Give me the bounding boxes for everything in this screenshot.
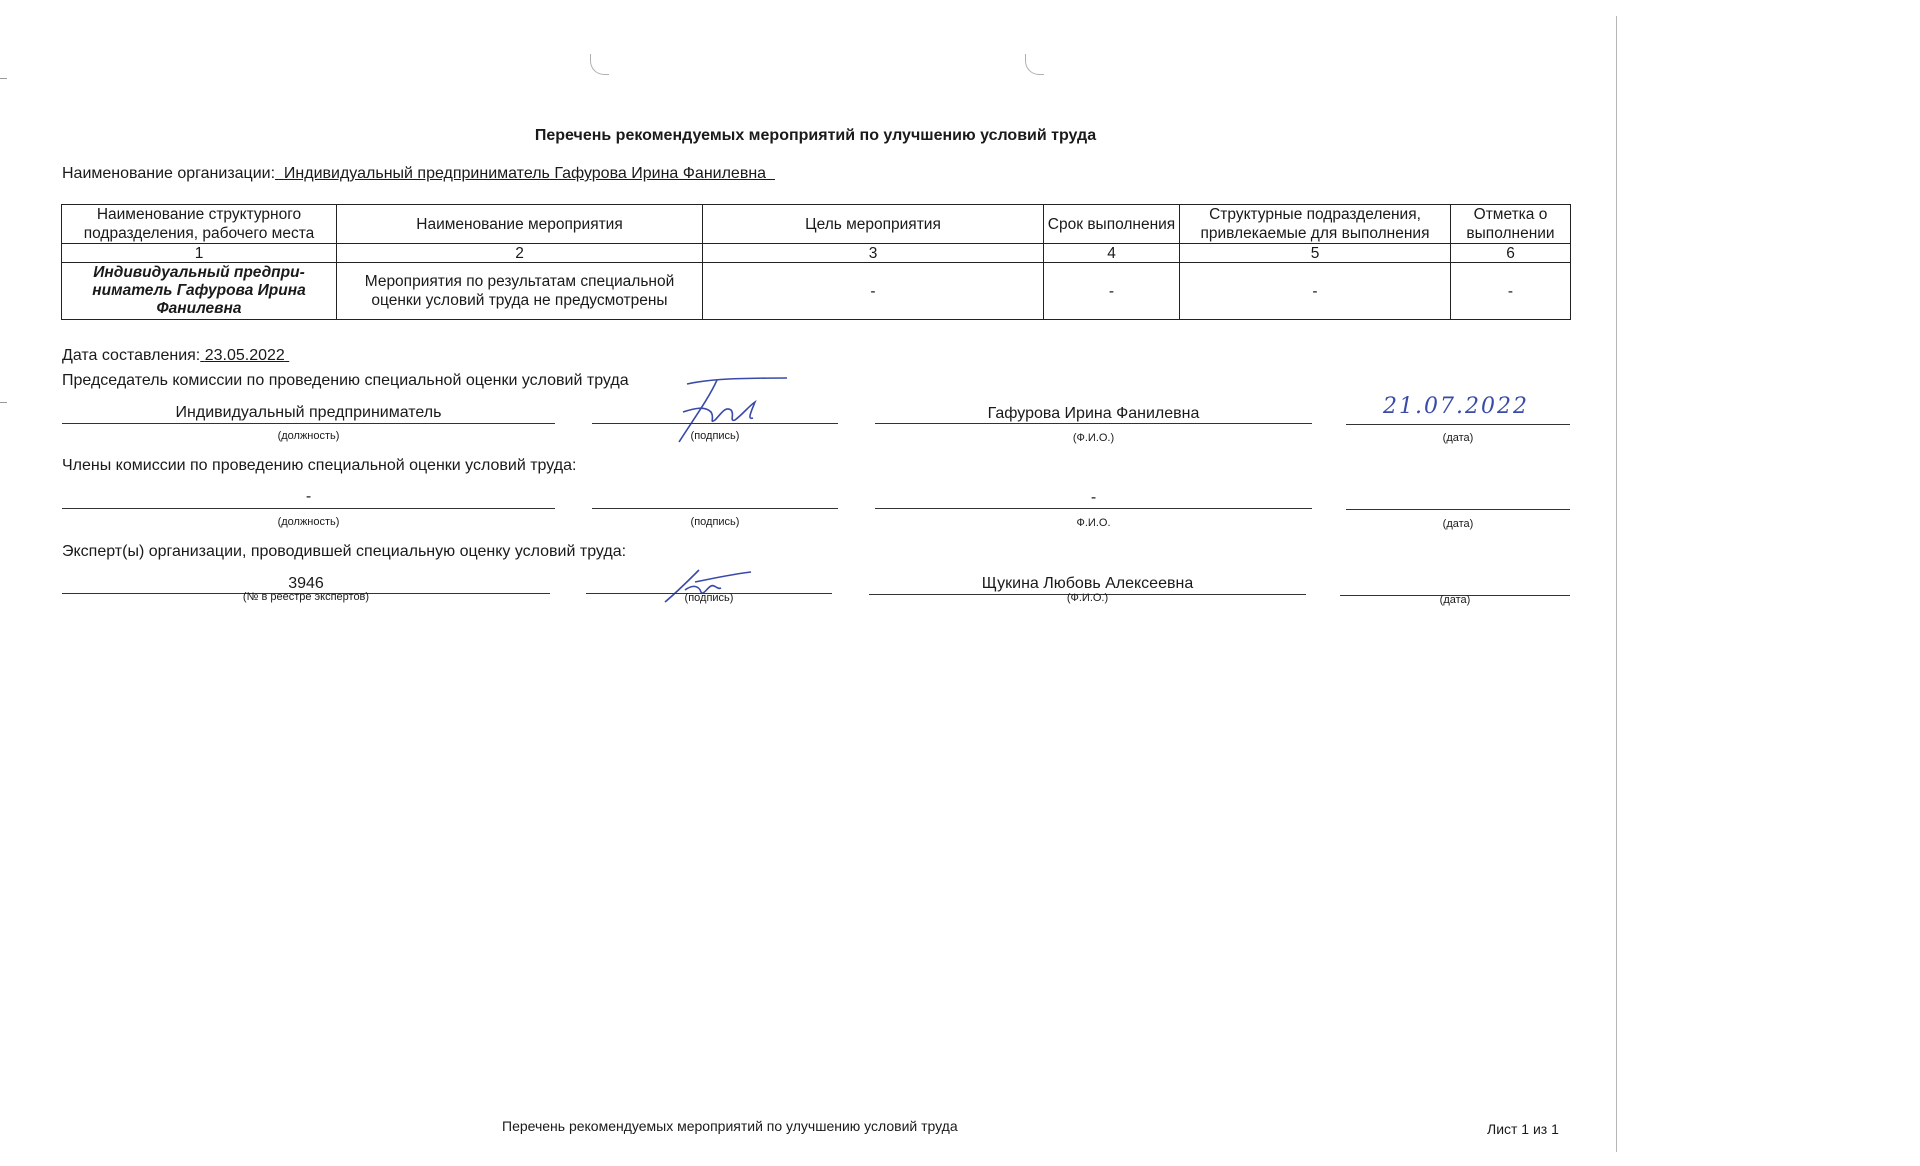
member-date-line (1346, 509, 1570, 510)
column-number: 5 (1180, 244, 1451, 263)
table-row (62, 263, 1571, 320)
chairman-full-name: Гафурова Ирина Фанилевна (987, 405, 1200, 422)
chairman-position-line (62, 423, 555, 424)
scan-page-edge (1616, 16, 1617, 1152)
chairman-signature-caption: (подпись) (690, 430, 740, 442)
workplace-cell: Индивидуальный предпри-ниматель Гафурова Ирина Фанилевна (62, 263, 337, 320)
column-header: Структурные подразделения, привлекаемые для выполнения (1180, 205, 1451, 244)
expert-full-name: Щукина Любовь Алексеевна (981, 575, 1194, 592)
experts-heading: Эксперт(ы) организации, проводившей специальную оценку условий труда: (62, 543, 627, 560)
measures-table (61, 204, 1571, 320)
goal-cell: - (703, 263, 1044, 320)
organization-name: Индивидуальный предприниматель Гафурова Ирина Фанилевна (283, 165, 767, 182)
member-full-name: - (1090, 489, 1097, 506)
member-signature-line (592, 508, 838, 509)
expert-registry-number: 3946 (288, 575, 324, 592)
member-position-caption: (должность) (277, 516, 340, 528)
members-heading: Члены комиссии по проведению специальной оценки условий труда: (62, 457, 577, 474)
chairman-date-caption: (дата) (1442, 432, 1474, 444)
member-signature-caption: (подпись) (690, 516, 740, 528)
column-number-row (62, 244, 1571, 263)
edge-tick-mark (0, 78, 7, 79)
chairman-signature-line (592, 423, 838, 424)
member-position-line (62, 508, 555, 509)
measure-cell: Мероприятия по результатам специальной оценки условий труда не предусмотрены (337, 263, 703, 320)
organization-line (62, 165, 775, 183)
member-date-caption: (дата) (1442, 518, 1474, 530)
column-number: 1 (62, 244, 337, 263)
column-header: Отметка о выполнении (1451, 205, 1571, 244)
footer-title: Перечень рекомендуемых мероприятий по улучшению условий труда (502, 1118, 958, 1134)
chairman-date: 21.07.2022 (1383, 394, 1529, 419)
expert-registry-caption: (№ в реестре экспертов) (242, 591, 370, 603)
column-number: 4 (1044, 244, 1180, 263)
column-header: Наименование мероприятия (337, 205, 703, 244)
expert-name-caption: (Ф.И.О.) (1066, 592, 1109, 604)
table-header-row (62, 205, 1571, 244)
compiled-date-value: 23.05.2022 (204, 347, 285, 364)
compiled-date-label: Дата составления: (62, 347, 201, 364)
chairman-name-line (875, 423, 1312, 424)
chairman-position-caption: (должность) (277, 430, 340, 442)
completion-mark-cell: - (1451, 263, 1571, 320)
column-number: 2 (337, 244, 703, 263)
punch-hole-mark (590, 54, 609, 75)
deadline-cell: - (1044, 263, 1180, 320)
expert-signature-caption: (подпись) (684, 592, 734, 604)
member-position: - (305, 488, 312, 505)
column-header: Цель мероприятия (703, 205, 1044, 244)
edge-tick-mark (0, 402, 7, 403)
column-header: Наименование структурного подразделения, рабочего места (62, 205, 337, 244)
document-title: Перечень рекомендуемых мероприятий по улучшению условий труда (534, 127, 1097, 144)
member-name-line (875, 508, 1312, 509)
departments-cell: - (1180, 263, 1451, 320)
sheet-number: Лист 1 из 1 (1487, 1121, 1559, 1137)
expert-date-caption: (дата) (1439, 594, 1471, 606)
column-number: 6 (1451, 244, 1571, 263)
punch-hole-mark (1025, 54, 1044, 75)
column-number: 3 (703, 244, 1044, 263)
chairman-heading: Председатель комиссии по проведению специальной оценки условий труда (62, 372, 629, 389)
organization-label: Наименование организации: (62, 165, 276, 182)
chairman-name-caption: (Ф.И.О.) (1072, 432, 1115, 444)
chairman-date-line (1346, 424, 1570, 425)
member-name-caption: Ф.И.О. (1076, 517, 1111, 529)
column-header: Срок выполнения (1044, 205, 1180, 244)
chairman-position: Индивидуальный предприниматель (175, 404, 442, 421)
compiled-date-line (62, 347, 289, 365)
